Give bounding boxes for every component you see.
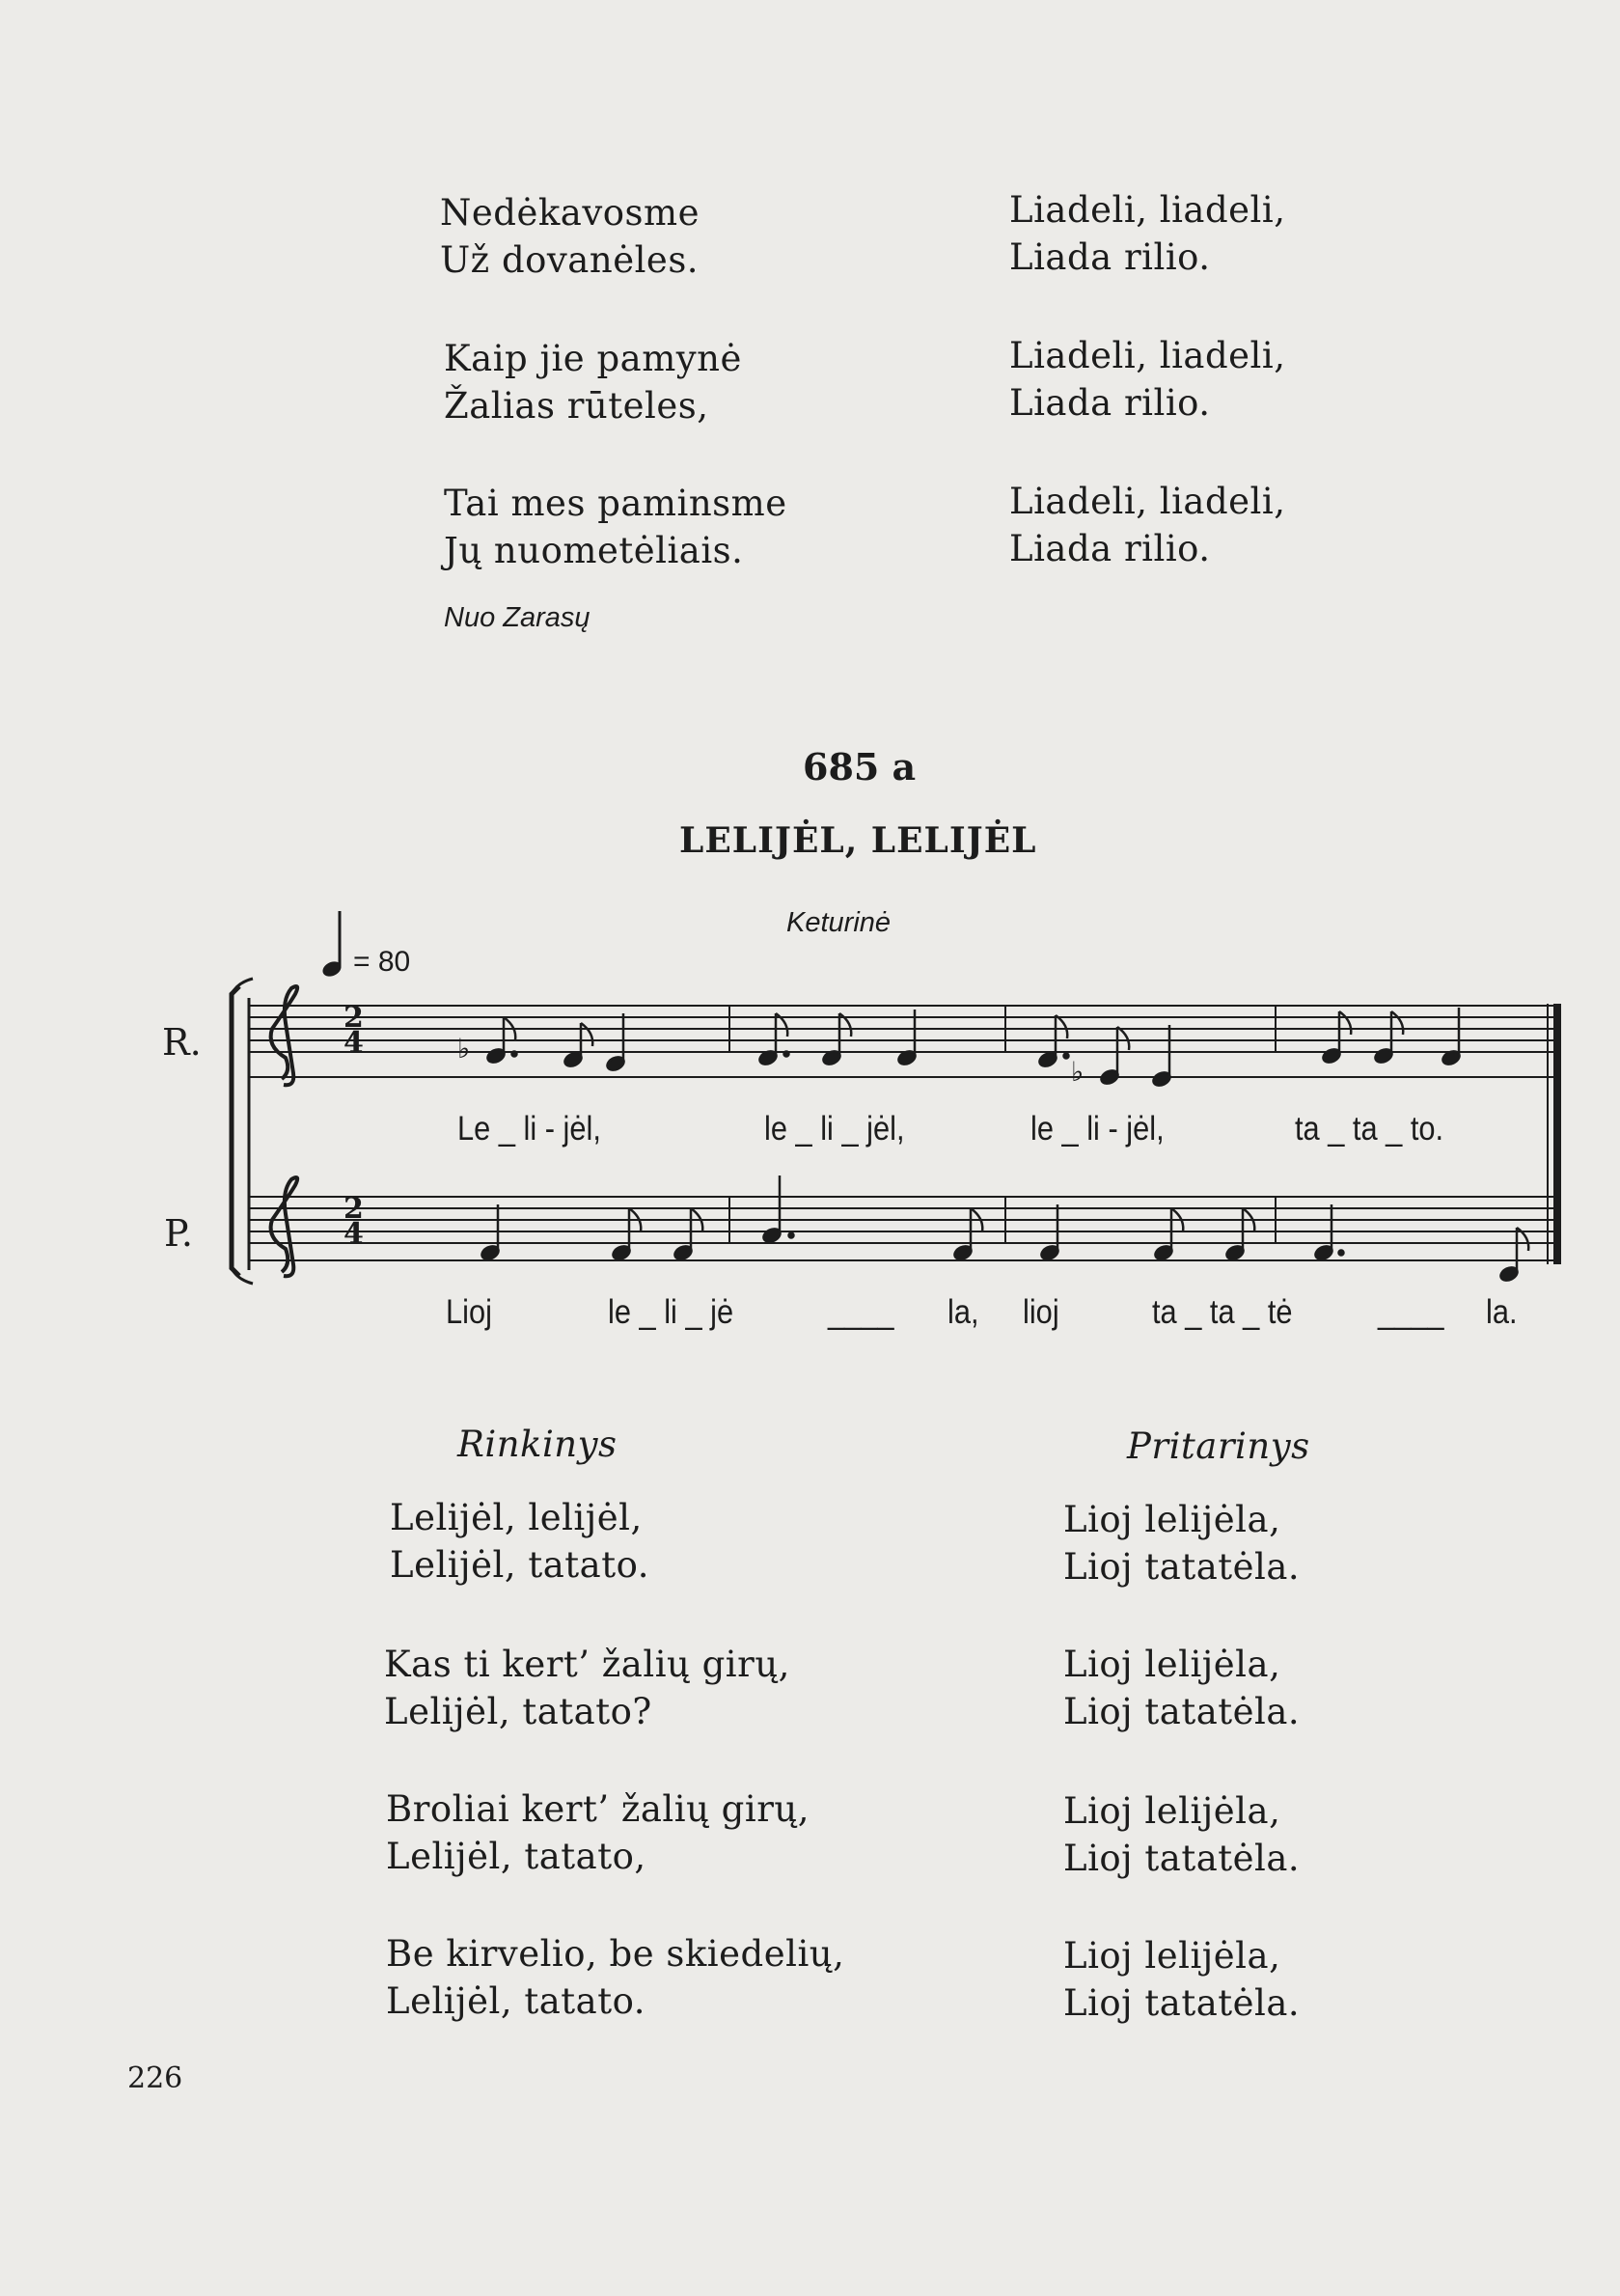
refrain-line: Lioj tatatėla. <box>1063 1691 1301 1732</box>
lyric-r-1: Le _ li - jėl, <box>457 1110 601 1148</box>
verse-line: Lelijėl, tatato. <box>386 1980 645 2022</box>
lyric-p: le _ li _ jė <box>608 1293 734 1331</box>
lyric-p: Lioj <box>446 1293 492 1331</box>
tempo-value: = 80 <box>353 946 411 978</box>
verse-line: Už dovanėles. <box>440 239 700 281</box>
note <box>480 1204 500 1261</box>
note <box>673 1208 702 1261</box>
lyric-p: ____ <box>1378 1293 1444 1331</box>
note <box>1039 1204 1059 1261</box>
refrain-line: Liadeli, liadeli, <box>1009 481 1286 522</box>
origin-note: Nuo Zarasų <box>444 602 590 633</box>
verse-line: Kaip jie pamynė <box>444 338 742 379</box>
stanza-4-left <box>386 1930 844 2025</box>
refrain-line: Lioj lelijėla, <box>1063 1644 1281 1685</box>
verse-line: Lelijėl, tatato. <box>390 1544 649 1586</box>
refrain-line: Liada rilio. <box>1009 528 1211 569</box>
treble-clef-icon <box>271 986 298 1085</box>
stanza-1-left <box>390 1494 649 1589</box>
verse-line: Nedėkavosme <box>440 192 700 234</box>
refrain-line: Liadeli, liadeli, <box>1009 335 1286 376</box>
verse-line: Jų nuometėliais. <box>444 530 744 571</box>
lyric-r-3: le _ li - jėl, <box>1030 1110 1165 1148</box>
refrain-line: Liada rilio. <box>1009 236 1211 278</box>
staff-p <box>249 1197 1561 1260</box>
time-sig: 4 <box>343 1217 364 1251</box>
refrain-line: Liadeli, liadeli, <box>1009 189 1286 231</box>
stanza-3-left <box>386 1785 810 1880</box>
verse-line: Lelijėl, tatato, <box>386 1836 646 1877</box>
note <box>1151 1025 1171 1088</box>
note <box>605 1013 625 1072</box>
time-sig: 2 <box>343 1192 364 1226</box>
verse-line: Broliai kert’ žalių girų, <box>386 1788 810 1830</box>
voice-label-r: R. <box>162 1021 202 1064</box>
stanza-4-right <box>1063 1932 1300 2027</box>
note <box>1321 1011 1351 1065</box>
song-number: 685 a <box>803 745 917 788</box>
note <box>1373 1011 1403 1065</box>
verse-line: Žalias rūteles, <box>444 385 709 427</box>
flat-icon: ♭ <box>457 1033 471 1065</box>
stanza-2-right <box>1063 1641 1300 1735</box>
lyric-r-2: le _ li _ jėl, <box>764 1110 905 1148</box>
flat-icon: ♭ <box>1071 1056 1085 1088</box>
refrain-line: Liada rilio. <box>1009 382 1211 424</box>
system-bracket <box>232 986 239 1276</box>
verse-line: Lelijėl, tatato? <box>384 1691 652 1732</box>
time-sig: 4 <box>343 1026 364 1060</box>
note <box>1313 1204 1343 1261</box>
voice-label-p: P. <box>164 1212 193 1255</box>
time-sig: 2 <box>343 1001 364 1035</box>
stanza-1-right <box>1063 1496 1300 1591</box>
refrain-line: Lioj lelijėla, <box>1063 1935 1281 1977</box>
note <box>952 1208 982 1261</box>
verse-line: Lelijėl, lelijėl, <box>390 1497 643 1538</box>
verse-line: Kas ti kert’ žalių girų, <box>384 1644 790 1685</box>
lyric-p: ____ <box>828 1293 894 1331</box>
staff-r <box>249 1006 1561 1077</box>
refrain-line: Lioj tatatėla. <box>1063 1982 1301 2024</box>
refrain-line: Lioj lelijėla, <box>1063 1790 1281 1832</box>
lyric-p: la, <box>947 1293 979 1331</box>
note <box>563 1023 592 1068</box>
note <box>761 1176 793 1244</box>
lyric-p: ta _ ta _ tė <box>1152 1293 1293 1331</box>
note <box>1153 1208 1183 1261</box>
verse-line: Tai mes paminsme <box>444 483 787 524</box>
note <box>1224 1208 1254 1261</box>
genre-label: Keturinė <box>786 907 892 938</box>
note <box>1498 1228 1528 1283</box>
refrain-line: Lioj lelijėla, <box>1063 1499 1281 1540</box>
lyric-p: lioj <box>1023 1293 1059 1331</box>
page-number: 226 <box>127 2061 183 2095</box>
stanza-3-right <box>1063 1787 1300 1882</box>
refrain-line: Lioj tatatėla. <box>1063 1838 1301 1879</box>
header-rinkinys: Rinkinys <box>457 1424 618 1465</box>
song-title: LELIJĖL, LELIJĖL <box>679 820 1037 861</box>
lyric-p: la. <box>1486 1293 1518 1331</box>
header-pritarinys: Pritarinys <box>1127 1425 1310 1467</box>
lyric-r-4: ta _ ta _ to. <box>1295 1110 1444 1148</box>
stanza-2-left <box>384 1641 790 1735</box>
verse-line: Be kirvelio, be skiedelių, <box>386 1933 845 1975</box>
note <box>611 1208 641 1261</box>
refrain-line: Lioj tatatėla. <box>1063 1546 1301 1588</box>
note <box>1037 1015 1068 1068</box>
